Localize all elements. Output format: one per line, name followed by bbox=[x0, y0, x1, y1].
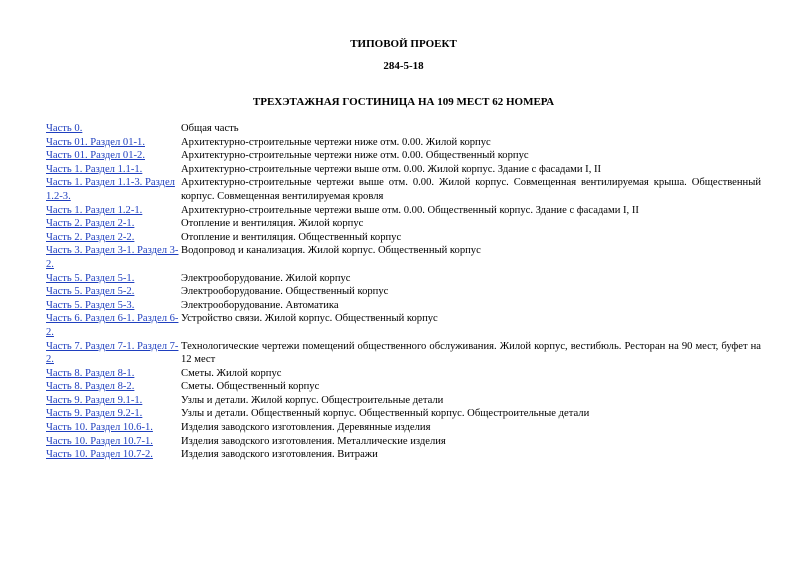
contents-row bbox=[46, 367, 761, 381]
row-link-cell bbox=[46, 448, 181, 462]
row-link-cell bbox=[46, 136, 181, 150]
contents-row bbox=[46, 122, 761, 136]
section-link[interactable]: Часть 0. bbox=[46, 123, 83, 134]
section-link[interactable]: Часть 1. Раздел 1.2-1. bbox=[46, 204, 143, 216]
section-description: Изделия заводского изготовления. Витражи bbox=[181, 449, 378, 461]
section-description: Узлы и детали. Жилой корпус. Общестроительные детали bbox=[181, 394, 444, 406]
contents-row bbox=[46, 312, 761, 339]
section-link[interactable]: Часть 5. Раздел 5-2. bbox=[46, 286, 135, 298]
contents-row bbox=[46, 448, 761, 462]
contents-row bbox=[46, 272, 761, 286]
section-description: Сметы. Общественный корпус bbox=[181, 381, 320, 393]
section-link[interactable]: Часть 6. Раздел 6-1. Раздел 6-2. bbox=[46, 313, 179, 338]
project-subtitle: ТРЕХЭТАЖНАЯ ГОСТИНИЦА НА 109 МЕСТ 62 НОМЕРА bbox=[252, 96, 555, 108]
row-link-cell bbox=[46, 272, 181, 286]
row-link-cell bbox=[46, 340, 181, 367]
row-link-cell bbox=[46, 163, 181, 177]
section-description: Архитектурно-строительные чертежи ниже отм. 0.00. Жилой корпус bbox=[181, 136, 491, 148]
row-link-cell bbox=[46, 231, 181, 245]
section-description: Изделия заводского изготовления. Деревянные изделия bbox=[181, 422, 431, 434]
section-description: Водопровод и канализация. Жилой корпус. Общественный корпус bbox=[181, 245, 481, 257]
row-link-cell bbox=[46, 285, 181, 299]
section-description: Электрооборудование. Общественный корпус bbox=[181, 286, 389, 298]
section-link[interactable]: Часть 2. Раздел 2-1. bbox=[46, 218, 135, 230]
contents-row bbox=[46, 285, 761, 299]
section-description: Отопление и вентиляция. Общественный корпус bbox=[181, 231, 402, 243]
contents-row bbox=[46, 217, 761, 231]
section-link[interactable]: Часть 7. Раздел 7-1. Раздел 7-2. bbox=[46, 340, 179, 366]
section-link[interactable]: Часть 1. Раздел 1.1-3. Раздел 1.2-3. bbox=[46, 177, 175, 202]
section-link[interactable]: Часть 8. Раздел 8-2. bbox=[46, 381, 135, 393]
row-link-cell bbox=[46, 244, 181, 271]
row-link-cell bbox=[46, 122, 181, 136]
project-code: 284-5-18 bbox=[383, 60, 424, 72]
row-link-cell bbox=[46, 176, 181, 203]
contents-row bbox=[46, 149, 761, 163]
row-link-cell bbox=[46, 299, 181, 313]
row-link-cell bbox=[46, 421, 181, 435]
section-link[interactable]: Часть 8. Раздел 8-1. bbox=[46, 367, 135, 379]
contents-list bbox=[46, 122, 761, 462]
contents-row bbox=[46, 299, 761, 313]
section-description: Архитектурно-строительные чертежи выше отм. 0.00. Жилой корпус. Здание с фасадами I, II bbox=[181, 163, 602, 175]
section-link[interactable]: Часть 10. Раздел 10.6-1. bbox=[46, 422, 153, 434]
contents-row bbox=[46, 231, 761, 245]
section-description: Технологические чертежи помещений общественного обслуживания. Жилой корпус, вестибюль. Ресторан на 90 мест, буфет на 12 мест bbox=[181, 340, 761, 366]
section-link[interactable]: Часть 10. Раздел 10.7-2. bbox=[46, 449, 153, 461]
section-link[interactable]: Часть 5. Раздел 5-3. bbox=[46, 299, 135, 311]
row-link-cell bbox=[46, 435, 181, 449]
row-link-cell bbox=[46, 367, 181, 381]
section-link[interactable]: Часть 01. Раздел 01-2. bbox=[46, 150, 145, 162]
section-description: Архитектурно-строительные чертежи ниже отм. 0.00. Общественный корпус bbox=[181, 150, 529, 162]
section-description: Устройство связи. Жилой корпус. Общественный корпус bbox=[181, 313, 438, 325]
row-link-cell bbox=[46, 380, 181, 394]
section-link[interactable]: Часть 01. Раздел 01-1. bbox=[46, 136, 145, 148]
contents-row bbox=[46, 136, 761, 150]
section-description: Узлы и детали. Общественный корпус. Общественный корпус. Общестроительные детали bbox=[181, 408, 590, 420]
contents-row bbox=[46, 421, 761, 435]
contents-row bbox=[46, 435, 761, 449]
section-link[interactable]: Часть 9. Раздел 9.1-1. bbox=[46, 394, 143, 406]
section-link[interactable]: Часть 2. Раздел 2-2. bbox=[46, 231, 135, 243]
contents-row bbox=[46, 394, 761, 408]
contents-row bbox=[46, 204, 761, 218]
section-description: Архитектурно-строительные чертежи выше отм. 0.00. Общественный корпус. Здание с фасадами I, II bbox=[181, 204, 639, 216]
section-description: Общая часть bbox=[181, 123, 239, 134]
row-link-cell bbox=[46, 149, 181, 163]
row-link-cell bbox=[46, 204, 181, 218]
contents-row bbox=[46, 380, 761, 394]
section-link[interactable]: Часть 1. Раздел 1.1-1. bbox=[46, 163, 143, 175]
row-link-cell bbox=[46, 407, 181, 421]
contents-row bbox=[46, 176, 761, 203]
row-link-cell bbox=[46, 217, 181, 231]
section-description: Изделия заводского изготовления. Металлические изделия bbox=[181, 435, 446, 447]
document-title: ТИПОВОЙ ПРОЕКТ bbox=[350, 38, 457, 50]
section-description: Отопление и вентиляция. Жилой корпус bbox=[181, 218, 364, 230]
section-link[interactable]: Часть 5. Раздел 5-1. bbox=[46, 272, 135, 284]
section-description: Электрооборудование. Автоматика bbox=[181, 299, 339, 311]
section-link[interactable]: Часть 3. Раздел 3-1. Раздел 3-2. bbox=[46, 245, 179, 270]
contents-row bbox=[46, 163, 761, 177]
contents-row bbox=[46, 340, 761, 367]
row-link-cell bbox=[46, 312, 181, 339]
contents-row bbox=[46, 407, 761, 421]
section-link[interactable]: Часть 9. Раздел 9.2-1. bbox=[46, 408, 143, 420]
row-link-cell bbox=[46, 394, 181, 408]
section-link[interactable]: Часть 10. Раздел 10.7-1. bbox=[46, 435, 153, 447]
section-description: Электрооборудование. Жилой корпус bbox=[181, 272, 351, 284]
section-description: Сметы. Жилой корпус bbox=[181, 367, 282, 379]
section-description: Архитектурно-строительные чертежи выше отм. 0.00. Жилой корпус. Совмещенная вентилируемая крыша. Общественный корпус. Совмещенная вентилируемая кровля bbox=[181, 177, 761, 202]
contents-row bbox=[46, 244, 761, 271]
